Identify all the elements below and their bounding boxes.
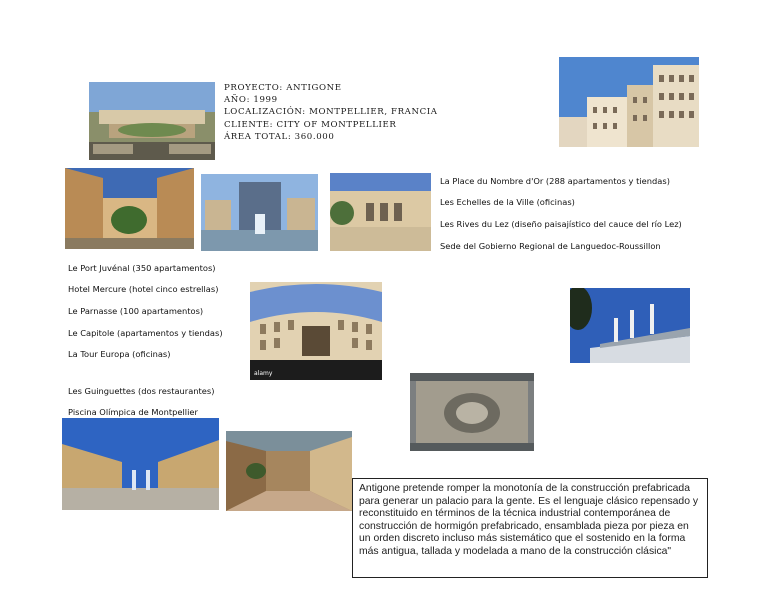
label-sede-gobierno: Sede del Gobierno Regional de Languedoc-Roussillon bbox=[440, 241, 661, 251]
label-guinguettes: Les Guinguettes (dos restaurantes) bbox=[68, 386, 215, 396]
label-port-juvenal: Le Port Juvénal (350 apartamentos) bbox=[68, 263, 216, 273]
label-tour-europa: La Tour Europa (oficinas) bbox=[68, 349, 171, 359]
label-piscina-olimpica: Piscina Olímpica de Montpellier bbox=[68, 407, 198, 417]
olympic-pool-photo bbox=[570, 288, 690, 363]
label-parnasse: Le Parnasse (100 apartamentos) bbox=[68, 306, 204, 316]
building-facade-photo bbox=[559, 57, 699, 147]
label-place-nombre-dor: La Place du Nombre d'Or (288 apartamentos y tiendas) bbox=[440, 176, 670, 186]
place-nombre-dor-photo bbox=[65, 168, 194, 249]
antigone-aerial-photo bbox=[89, 82, 215, 160]
project-location: LOCALIZACIÓN: MONTPELLIER, FRANCIA bbox=[224, 107, 438, 118]
esplanade-photo bbox=[62, 418, 219, 510]
pedestrian-street-photo bbox=[226, 431, 352, 511]
label-capitole: Le Capitole (apartamentos y tiendas) bbox=[68, 328, 223, 338]
label-echelles-ville: Les Echelles de la Ville (oficinas) bbox=[440, 197, 575, 207]
aerial-plaza-photo bbox=[410, 373, 534, 451]
alamy-watermark: alamy bbox=[254, 370, 273, 377]
label-hotel-mercure: Hotel Mercure (hotel cinco estrellas) bbox=[68, 284, 219, 294]
echelles-ville-photo bbox=[201, 174, 318, 251]
label-rives-du-lez: Les Rives du Lez (diseño paisajístico del cauce del río Lez) bbox=[440, 219, 682, 229]
rives-du-lez-photo bbox=[330, 173, 431, 251]
project-client: CLIENTE: CITY OF MONTPELLIER bbox=[224, 119, 397, 130]
project-name: PROYECTO: ANTIGONE bbox=[224, 83, 342, 93]
quote-text: Antigone pretende romper la monotonía de la construcción prefabricada para generar un palacio para la gente. Es el lenguaje clásico repensado y reconstituido en términos de la técnica industrial contemporánea de construcción de hormigón prefabricado, ensamblada pieza por pieza en un orden discreto incluso más sistemático que el sostenido en la forma más antigua, tallada y modelada a mano de la construcción clásica" bbox=[359, 483, 699, 557]
curved-facade-photo bbox=[250, 282, 382, 380]
project-area: ÁREA TOTAL: 360.000 bbox=[224, 131, 335, 142]
quote-box bbox=[352, 478, 708, 578]
project-year: AÑO: 1999 bbox=[224, 95, 278, 106]
project-info bbox=[224, 82, 438, 143]
